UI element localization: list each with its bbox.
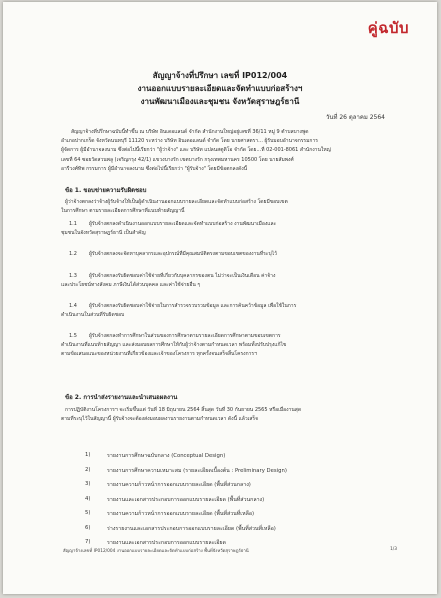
section-2-heading: ข้อ 2. การนำส่งรายงานและนำเสนอผลงาน	[65, 394, 178, 401]
report-number: 1)	[85, 452, 91, 458]
report-number: 7)	[85, 539, 91, 545]
intro-paragraph	[61, 128, 383, 174]
intro-line: อำเภอปากเกร็ด จังหวัดนนทบุรี 11120 ระหว่าง บริษัท อินเดอแลนด์ จำกัด โดย นายศาสตรา... ผู้รับมอบอำนาจกรรมการ	[61, 138, 318, 145]
section-2-intro-line: การปฏิบัติงานโครงการฯ จะเริ่มขึ้นแต่ วันที่ 18 มิถุนายน 2564 สิ้นสุด วันที่ 30 กันยายน 2565 หรือเมื่องานสุด	[65, 407, 302, 413]
document-page	[3, 2, 437, 594]
section-1-intro-line: ในการศึกษา ตามรายละเอียดการศึกษาที่แนบท้ายสัญญานี้	[61, 208, 185, 215]
intro-line: เลขที่ 64 ซอยวัดสวนพลู (เจริญกรุง 42/1) แขวงบางรัก เขตบางรัก กรุงเทพมหานคร 10500 โดย นายสัมพงศ์	[61, 156, 294, 163]
clause-text-line: ดำเนินงานที่แนบท้ายสัญญา และส่งมอบผลการศึกษาให้กับผู้ว่าจ้างตามกำหนดเวลา พร้อมทั้งปรับปรุงแก้ไข	[61, 342, 287, 348]
section-1-intro	[61, 198, 383, 216]
report-number: 4)	[85, 495, 91, 502]
title-line-1: สัญญาจ้างที่ปรึกษา เลขที่ IP012/004	[152, 71, 288, 80]
clause-text-line: ตามข้อเสนอแนะของหน่วยงานที่เกี่ยวข้องและเจ้าของโครงการ ทุกครั้งจนเสร็จสิ้นโครงการฯ	[61, 351, 257, 357]
clause-text-line: ผู้รับจ้างตกลงดำเนินงานออกแบบรายละเอียดและจัดทำแบบก่อสร้าง งานพัฒนาเมืองและ	[89, 221, 277, 227]
clause-text-line: ผู้รับจ้างตกลงจะจัดหาบุคลากรและอุปกรณ์ที่มีคุณสมบัติตรงตามขอบเขตของงานที่ระบุไว้	[89, 251, 277, 257]
report-number: 5)	[85, 510, 91, 516]
report-list-item	[85, 496, 335, 511]
clause-text-line: ผู้รับจ้างตกลงทำการศึกษาในส่วนของการศึกษาตามรายละเอียดการศึกษาตามขอบเขตการ	[89, 333, 281, 339]
title-line-3: งานพัฒนาเมืองและชุมชน จังหวัดสุราษฎร์ธานี	[140, 97, 300, 106]
clause-number: 1.5	[69, 333, 77, 339]
document-date: วันที่ 26 ตุลาคม 2564	[326, 114, 385, 121]
section-1-intro-line: ผู้ว่าจ้างตกลงว่าจ้างผู้รับจ้างให้เป็นผู้ดำเนินงานออกแบบรายละเอียดและจัดทำแบบก่อสร้าง โดยมีขอบเขต	[65, 199, 288, 205]
section-1-heading: ข้อ 1. ขอบข่ายความรับผิดชอบ	[65, 187, 147, 194]
copy-stamp: คู่ฉบับ	[367, 19, 409, 37]
report-number: 2)	[85, 466, 91, 473]
footer-contract-ref: สัญญาจ้างเลขที่ IP012/004 งานออกแบบรายละเอียดและจัดทำแบบก่อสร้าง พื้นที่จังหวัดสุราษฎร์ธานี	[63, 549, 249, 554]
clause-number: 1.4	[69, 303, 77, 309]
report-title: ร่างรายงานและเอกสารประกอบการออกแบบรายละเอียด (พื้นที่ส่วนที่เหลือ)	[107, 525, 276, 532]
clause-number: 1.2	[69, 251, 77, 257]
report-title: รายงานความก้าวหน้าการออกแบบรายละเอียด (พื้นที่ส่วนที่เหลือ)	[107, 511, 255, 517]
intro-line: สัญญาจ้างที่ปรึกษาฉบับนี้ทำขึ้น ณ บริษัท อินเดอแลนด์ จำกัด สำนักงานใหญ่อยู่เลขที่ 36/11 หมู่ 9 ตำบลบางพูด	[71, 129, 309, 135]
clause-number: 1.3	[69, 273, 77, 279]
report-list	[85, 452, 335, 554]
clause-text-line: ผู้รับจ้างตกลงรับผิดชอบค่าใช้จ่ายที่เกี่ยวกับบุคลากรของตน ไม่ว่าจะเป็นเงินเดือน ค่าจ้าง	[89, 273, 276, 279]
intro-line: ผู้จัดการ ผู้มีอำนาจลงนาม ซึ่งต่อไปนี้เรียกว่า "ผู้ว่าจ้าง" และ บริษัท แปลนสตูดิโอ จำกัด โดย...ที่ 02-001-8061 สำนักงานใหญ่	[61, 147, 331, 154]
footer-page-number: 1/3	[390, 547, 397, 552]
intro-line: อารีวงศ์ทิพ กรรมการ ผู้มีอำนาจลงนาม ซึ่งต่อไปนี้เรียกว่า "ผู้รับจ้าง" โดยมีข้อตกลงดังนี้	[61, 165, 248, 172]
section-2-intro	[61, 406, 383, 424]
report-list-item	[85, 525, 335, 540]
report-list-item	[85, 481, 335, 496]
report-title: รายงานความก้าวหน้าการออกแบบรายละเอียด (พื้นที่ส่วนกลาง)	[107, 482, 251, 488]
clause-text-line: ผู้รับจ้างตกลงรับผิดชอบค่าใช้จ่ายในการสำรวจรวบรวมข้อมูล และการค้นคว้าข้อมูล เพื่อใช้ในการ	[89, 303, 297, 309]
report-title: รายงานการศึกษาฉบับกลาง (Conceptual Design)	[107, 453, 226, 459]
clause-number: 1.1	[69, 221, 77, 227]
report-list-item	[85, 467, 335, 482]
title-line-2: งานออกแบบรายละเอียดและจัดทำแบบก่อสร้างฯ	[137, 84, 303, 93]
report-number: 3)	[85, 481, 91, 487]
report-title: รายงานและเอกสารประกอบการออกแบบรายละเอียด	[107, 540, 226, 546]
clause-text-line: ชุมชนในจังหวัดสุราษฎร์ธานี เป็นสำคัญ	[61, 230, 146, 236]
report-list-item	[85, 510, 335, 525]
clause-text-line: ดำเนินงานในส่วนที่รับผิดชอบ	[61, 312, 125, 318]
report-list-item	[85, 452, 335, 467]
report-title: รายงานการศึกษาความเหมาะสม (รายละเอียดเบื้องต้น : Preliminary Design)	[107, 467, 287, 474]
report-number: 6)	[85, 524, 91, 531]
clause-text-line: และประโยชน์ทางสังคม ภาษีเงินได้ส่วนบุคคล และค่าใช้จ่ายอื่น ๆ	[61, 282, 201, 288]
section-2-intro-line: ตามที่ระบุไว้ในสัญญานี้ ผู้รับจ้างจะต้องส่งมอบผลงานรายงานตามกำหนดเวลา ดังนี้ แล้วเสร็จ	[61, 416, 259, 423]
report-title: รายงานและเอกสารประกอบการออกแบบรายละเอียด (พื้นที่ส่วนกลาง)	[107, 496, 265, 503]
document-title	[3, 69, 437, 108]
